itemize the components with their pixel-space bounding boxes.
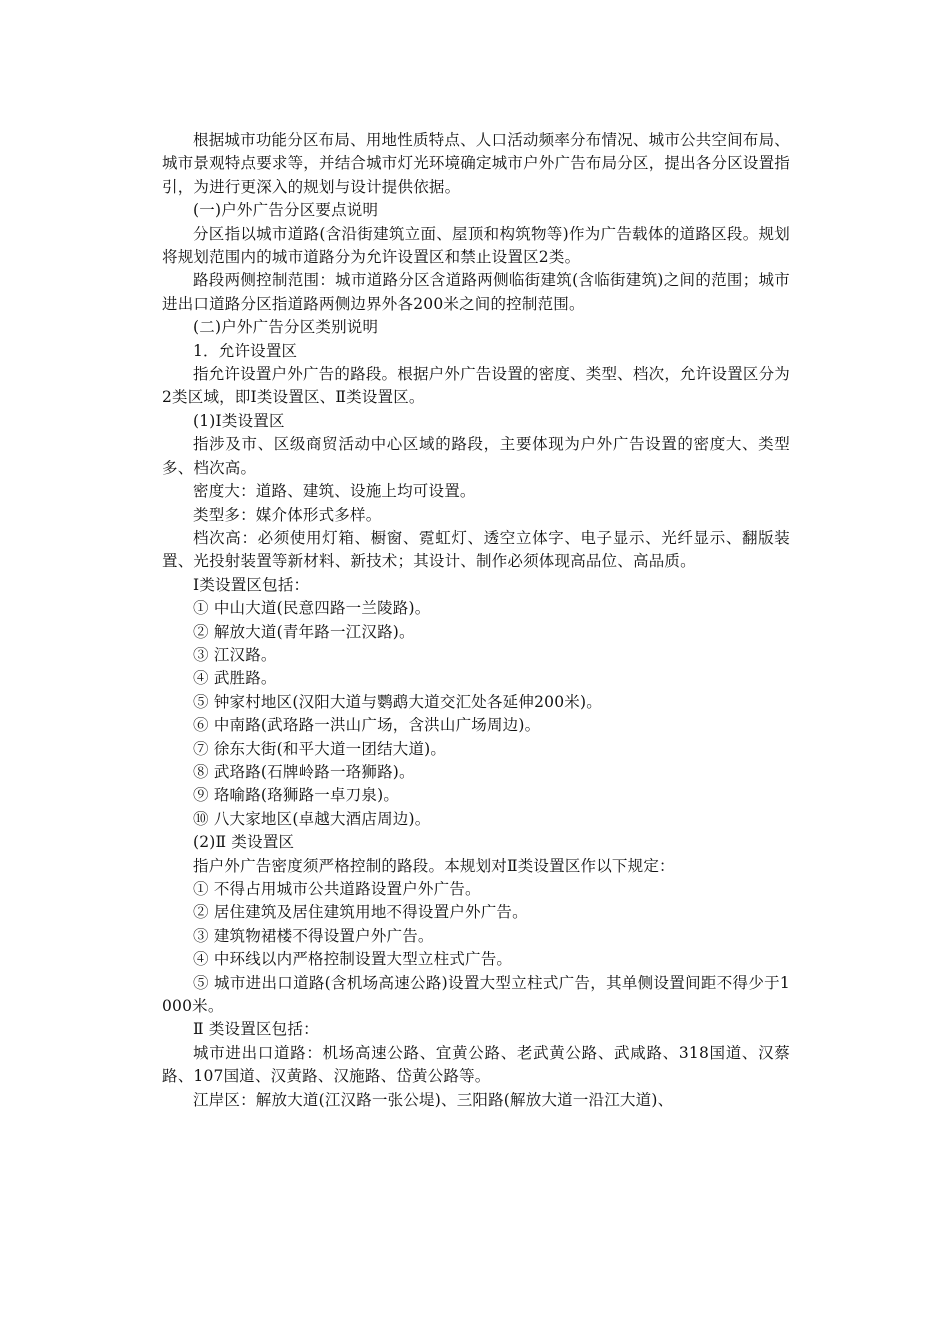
paragraph-entry-exit-roads: 城市进出口道路：机场高速公路、宜黄公路、老武黄公路、武咸路、318国道、汉蔡路、107国道、汉黄路、汉施路、岱黄公路等。: [162, 1043, 790, 1086]
paragraph-allowed-zone-definition: 指允许设置户外广告的路段。根据户外广告设置的密度、类型、档次，允许设置区分为2类区域，即Ⅰ类设置区、Ⅱ类设置区。: [162, 365, 790, 407]
paragraph-zone-definition: 分区指以城市道路(含沿街建筑立面、屋顶和构筑物等)作为广告载体的道路区段。规划将规划范围内的城市道路分为允许设置区和禁止设置区2类。: [162, 224, 790, 267]
list-item: ④ 武胜路。: [193, 669, 277, 688]
paragraph-jiangan-district: 江岸区：解放大道(江汉路一张公堤)、三阳路(解放大道一沿江大道)、: [193, 1090, 674, 1109]
list-item: ① 中山大道(民意四路一兰陵路)。: [193, 599, 431, 618]
list-item: ⑨ 珞喻路(珞狮路一卓刀泉)。: [193, 786, 400, 805]
list-item: ⑧ 武珞路(石牌岭路一珞狮路)。: [193, 762, 415, 781]
paragraph-high-grade: 档次高：必须使用灯箱、橱窗、霓虹灯、透空立体字、电子显示、光纤显示、翻版装置、光投射装置等新材料、新技术；其设计、制作必须体现高品位、高品质。: [162, 528, 790, 571]
list-item: ⑩ 八大家地区(卓越大酒店周边)。: [193, 809, 431, 828]
paragraph-layout-intro: 根据城市功能分区布局、用地性质特点、人口活动频率分布情况、城市公共空间布局、城市景观特点要求等，并结合城市灯光环境确定城市户外广告布局分区，提出各分区设置指引，为进行更深入的规划与设计提供依据。: [162, 131, 791, 196]
list-item: ② 居住建筑及居住建筑用地不得设置户外广告。: [193, 903, 528, 922]
list-item: ⑦ 徐东大街(和平大道一团结大道)。: [193, 739, 447, 758]
heading-zone-categories: (二)户外广告分区类别说明: [193, 318, 379, 337]
heading-allowed-zone: 1．允许设置区: [193, 341, 298, 360]
paragraph-class-one-definition: 指涉及市、区级商贸活动中心区域的路段，主要体现为户外广告设置的密度大、类型多、档次高。: [162, 435, 790, 477]
heading-class-one-includes: Ⅰ类设置区包括：: [193, 575, 310, 594]
list-item: ② 解放大道(青年路一江汉路)。: [193, 622, 415, 641]
heading-zoning-key-points: (一)户外广告分区要点说明: [193, 201, 379, 220]
heading-class-two-zone: (2)Ⅱ 类设置区: [193, 833, 295, 852]
heading-class-one-zone: (1)Ⅰ类设置区: [193, 411, 285, 430]
list-item: ③ 江汉路。: [193, 645, 277, 664]
paragraph-many-types: 类型多：媒介体形式多样。: [193, 505, 382, 524]
list-item: ⑥ 中南路(武珞路一洪山广场，含洪山广场周边)。: [193, 716, 541, 735]
list-item: ③ 建筑物裙楼不得设置户外广告。: [193, 926, 434, 945]
list-item: ④ 中环线以内严格控制设置大型立柱式广告。: [193, 950, 513, 969]
list-item: ① 不得占用城市公共道路设置户外广告。: [193, 880, 481, 898]
document-body: [162, 129, 790, 1112]
list-item: ⑤ 钟家村地区(汉阳大道与鹦鹉大道交汇处各延伸200米)。: [193, 692, 602, 711]
paragraph-high-density: 密度大：道路、建筑、设施上均可设置。: [193, 482, 476, 501]
list-item: ⑤ 城市进出口道路(含机场高速公路)设置大型立柱式广告，其单侧设置间距不得少于1000米。: [162, 973, 790, 1016]
paragraph-class-two-definition: 指户外广告密度须严格控制的路段。本规划对Ⅱ类设置区作以下规定：: [193, 856, 675, 875]
heading-class-two-includes: Ⅱ 类设置区包括：: [193, 1020, 319, 1039]
paragraph-control-range: 路段两侧控制范围：城市道路分区含道路两侧临街建筑(含临街建筑)之间的范围；城市进出口道路分区指道路两侧边界外各200米之间的控制范围。: [162, 271, 790, 313]
